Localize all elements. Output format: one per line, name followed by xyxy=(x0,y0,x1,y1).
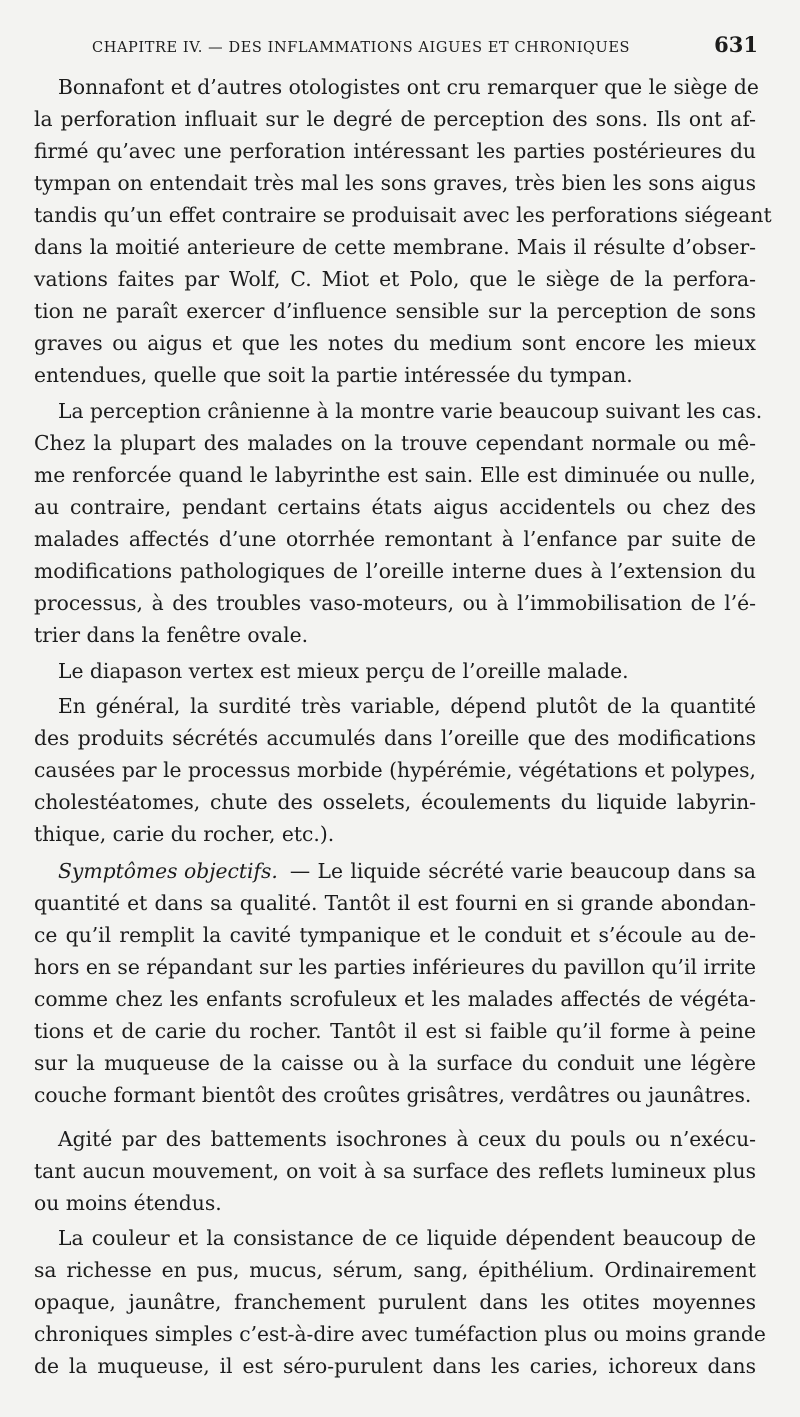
section-heading: Symptômes objectifs. xyxy=(58,859,278,883)
text-line: vations faites par Wolf, C. Miot et Polo, que le siège de la perfora- xyxy=(34,267,756,291)
text-line: des produits sécrétés accumulés dans l’oreille que des modifications xyxy=(34,726,756,750)
text-line: opaque, jaunâtre, franchement purulent dans les otites moyennes xyxy=(34,1290,756,1314)
text-line: cholestéatomes, chute des osselets, écoulements du liquide labyrin- xyxy=(34,790,756,814)
text-line: chroniques simples c’est-à-dire avec tuméfaction plus ou moins grande xyxy=(34,1322,766,1346)
text-line: me renforcée quand le labyrinthe est sain. Elle est diminuée ou nulle, xyxy=(34,463,756,487)
text-line: tandis qu’un effet contraire se produisait avec les perforations siégeant xyxy=(34,203,772,227)
text-line: tions et de carie du rocher. Tantôt il est si faible qu’il forme à peine xyxy=(34,1019,756,1043)
text-line: firmé qu’avec une perforation intéressant les parties postérieures du xyxy=(34,139,756,163)
text-line: tion ne paraît exercer d’influence sensible sur la perception de sons xyxy=(34,299,756,323)
text-line: Le diapason vertex est mieux perçu de l’oreille malade. xyxy=(58,659,629,683)
text-line xyxy=(58,855,756,887)
text-line: causées par le processus morbide (hypérémie, végétations et polypes, xyxy=(34,758,756,782)
text-line: La couleur et la consistance de ce liquide dépendent beaucoup de xyxy=(58,1226,756,1250)
text-line: thique, carie du rocher, etc.). xyxy=(34,822,335,846)
text-line: entendues, quelle que soit la partie intéressée du tympan. xyxy=(34,363,633,387)
text-line: processus, à des troubles vaso-moteurs, ou à l’immobilisation de l’é- xyxy=(34,591,756,615)
text-line: quantité et dans sa qualité. Tantôt il est fourni en si grande abondan- xyxy=(34,891,756,915)
text-line: graves ou aigus et que les notes du medium sont encore les mieux xyxy=(34,331,756,355)
text-line: dans la moitié anterieure de cette membrane. Mais il résulte d’obser- xyxy=(34,235,756,259)
text-line: ou moins étendus. xyxy=(34,1191,222,1215)
text-line: La perception crânienne à la montre varie beaucoup suivant les cas. xyxy=(58,399,763,423)
text-line: tympan on entendait très mal les sons graves, très bien les sons aigus xyxy=(34,171,756,195)
running-header xyxy=(92,32,758,62)
text-line: Bonnafont et d’autres otologistes ont cru remarquer que le siège de xyxy=(58,75,759,99)
text-line: couche formant bientôt des croûtes grisâtres, verdâtres ou jaunâtres. xyxy=(34,1083,752,1107)
text-line: Chez la plupart des malades on la trouve cependant normale ou mê- xyxy=(34,431,756,455)
text-line: modifications pathologiques de l’oreille interne dues à l’extension du xyxy=(34,559,756,583)
text-line: comme chez les enfants scrofuleux et les malades affectés de végéta- xyxy=(34,987,756,1011)
text-line: malades affectés d’une otorrhée remontant à l’enfance par suite de xyxy=(34,527,756,551)
text-line: hors en se répandant sur les parties inférieures du pavillon qu’il irrite xyxy=(34,955,756,979)
text-line: sa richesse en pus, mucus, sérum, sang, épithélium. Ordinairement xyxy=(34,1258,756,1282)
text-line: En général, la surdité très variable, dépend plutôt de la quantité xyxy=(58,694,756,718)
text-line: sur la muqueuse de la caisse ou à la surface du conduit une légère xyxy=(34,1051,756,1075)
text-line: tant aucun mouvement, on voit à sa surface des reflets lumineux plus xyxy=(34,1159,756,1183)
text-line: au contraire, pendant certains états aigus accidentels ou chez des xyxy=(34,495,756,519)
text-line: de la muqueuse, il est séro-purulent dans les caries, ichoreux dans xyxy=(34,1354,756,1378)
text-line: Agité par des battements isochrones à ceux du pouls ou n’exécu- xyxy=(58,1127,756,1151)
text-line: la perforation influait sur le degré de perception des sons. Ils ont af- xyxy=(34,107,756,131)
text-line: trier dans la fenêtre ovale. xyxy=(34,623,309,647)
section-heading-continuation: — Le liquide sécrété varie beaucoup dans sa xyxy=(289,859,756,883)
page-number: 631 xyxy=(714,32,758,57)
running-title: CHAPITRE IV. — DES INFLAMMATIONS AIGUES ET CHRONIQUES xyxy=(92,40,631,56)
text-line: ce qu’il remplit la cavité tympanique et le conduit et s’écoule au de- xyxy=(34,923,756,947)
